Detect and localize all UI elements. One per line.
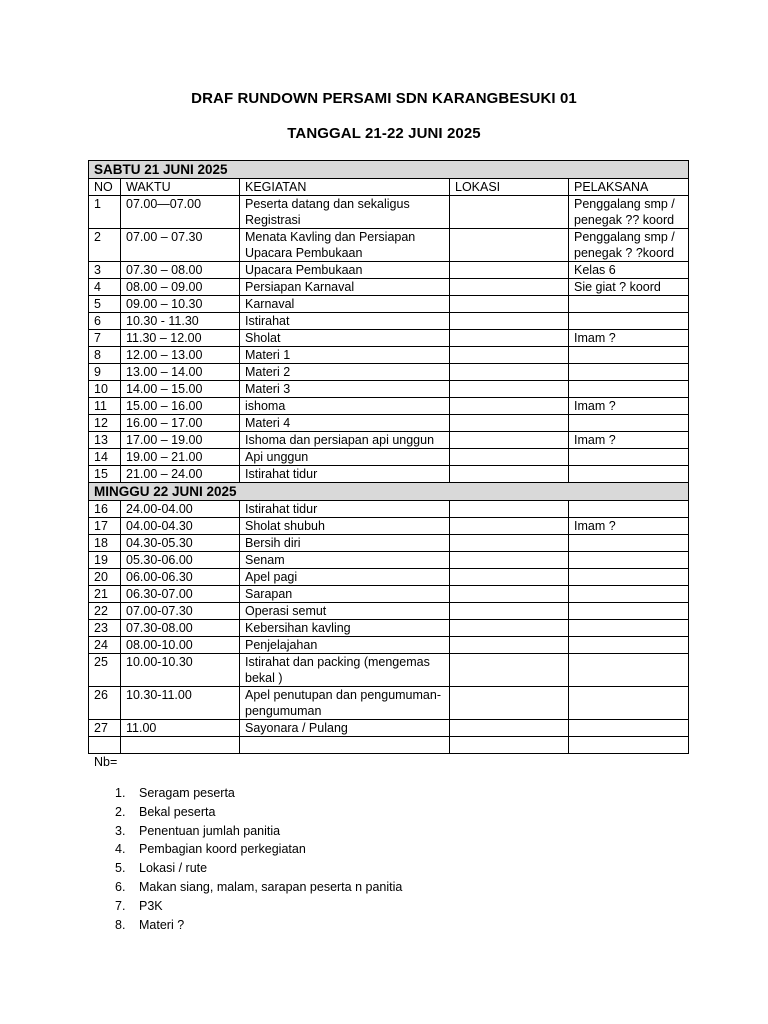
list-item-text: Makan siang, malam, sarapan peserta n panitia (139, 879, 403, 894)
table-row (89, 466, 689, 483)
header-waktu: WAKTU (121, 179, 240, 196)
cell-lokasi (450, 720, 569, 737)
list-item-text: Lokasi / rute (139, 861, 208, 876)
cell-kegiatan: Bersih diri (240, 535, 450, 552)
cell-no: 4 (89, 279, 121, 296)
cell-kegiatan: Peserta datang dan sekaligus Registrasi (240, 196, 450, 229)
cell-no: 14 (89, 449, 121, 466)
cell-lokasi (450, 381, 569, 398)
cell-waktu: 04.00-04.30 (121, 518, 240, 535)
list-item (110, 803, 402, 822)
cell-pelaksana (569, 720, 689, 737)
header-pelaksana: PELAKSANA (569, 179, 689, 196)
list-item-text: Seragam peserta (139, 786, 235, 800)
cell-lokasi (450, 415, 569, 432)
cell-lokasi (450, 364, 569, 381)
cell-pelaksana (569, 535, 689, 552)
cell-pelaksana: Imam ? (569, 518, 689, 535)
cell-waktu: 10.30-11.00 (121, 687, 240, 720)
cell-lokasi (450, 687, 569, 720)
cell-pelaksana: Imam ? (569, 398, 689, 415)
cell-kegiatan: Sholat shubuh (240, 518, 450, 535)
table-row (89, 229, 689, 262)
header-lokasi: LOKASI (450, 179, 569, 196)
cell-no: 15 (89, 466, 121, 483)
table-row (89, 330, 689, 347)
table-row (89, 313, 689, 330)
cell-lokasi (450, 466, 569, 483)
table-row (89, 518, 689, 535)
cell-no: 16 (89, 501, 121, 518)
cell-no: 7 (89, 330, 121, 347)
cell-pelaksana (569, 347, 689, 364)
cell-pelaksana (569, 296, 689, 313)
cell-lokasi (450, 552, 569, 569)
cell-waktu: 07.30 – 08.00 (121, 262, 240, 279)
header-kegiatan: KEGIATAN (240, 179, 450, 196)
cell-lokasi (450, 620, 569, 637)
cell-kegiatan: Upacara Pembukaan (240, 262, 450, 279)
list-item-text: Bekal peserta (139, 804, 216, 819)
cell-lokasi (450, 569, 569, 586)
cell-kegiatan: Sholat (240, 330, 450, 347)
cell-kegiatan: Penjelajahan (240, 637, 450, 654)
list-item-number: 8. (115, 917, 126, 932)
cell-kegiatan: Sayonara / Pulang (240, 720, 450, 737)
notes-list (110, 784, 402, 934)
cell-waktu: 12.00 – 13.00 (121, 347, 240, 364)
cell-waktu (121, 737, 240, 754)
cell-pelaksana (569, 586, 689, 603)
cell-waktu: 06.00-06.30 (121, 569, 240, 586)
cell-pelaksana (569, 737, 689, 754)
table-row (89, 398, 689, 415)
table-row (89, 501, 689, 518)
cell-lokasi (450, 637, 569, 654)
cell-kegiatan: Materi 4 (240, 415, 450, 432)
table-row (89, 552, 689, 569)
table-row (89, 687, 689, 720)
cell-waktu: 14.00 – 15.00 (121, 381, 240, 398)
cell-lokasi (450, 737, 569, 754)
cell-no: 18 (89, 535, 121, 552)
cell-kegiatan: Materi 1 (240, 347, 450, 364)
cell-kegiatan: Persiapan Karnaval (240, 279, 450, 296)
cell-waktu: 10.30 - 11.30 (121, 313, 240, 330)
cell-waktu: 05.30-06.00 (121, 552, 240, 569)
table-row (89, 569, 689, 586)
cell-no: 12 (89, 415, 121, 432)
cell-lokasi (450, 398, 569, 415)
cell-waktu: 07.30-08.00 (121, 620, 240, 637)
cell-no: 21 (89, 586, 121, 603)
cell-lokasi (450, 654, 569, 687)
cell-pelaksana (569, 466, 689, 483)
cell-kegiatan: Materi 3 (240, 381, 450, 398)
cell-lokasi (450, 296, 569, 313)
cell-kegiatan: Api unggun (240, 449, 450, 466)
cell-kegiatan: Istirahat tidur (240, 501, 450, 518)
list-item (110, 897, 402, 916)
cell-no: 27 (89, 720, 121, 737)
cell-lokasi (450, 603, 569, 620)
rundown-table (88, 160, 689, 754)
notes-label: Nb= (94, 755, 118, 769)
table-row (89, 279, 689, 296)
document-subtitle: TANGGAL 21-22 JUNI 2025 (287, 125, 481, 142)
section-title-saturday: SABTU 21 JUNI 2025 (89, 161, 689, 179)
cell-pelaksana: Imam ? (569, 432, 689, 449)
cell-waktu: 15.00 – 16.00 (121, 398, 240, 415)
cell-kegiatan: Menata Kavling dan Persiapan Upacara Pembukaan (240, 229, 450, 262)
section-row-saturday (89, 161, 689, 179)
cell-kegiatan (240, 737, 450, 754)
cell-lokasi (450, 229, 569, 262)
cell-waktu: 11.30 – 12.00 (121, 330, 240, 347)
cell-no: 13 (89, 432, 121, 449)
header-no: NO (89, 179, 121, 196)
cell-no: 9 (89, 364, 121, 381)
list-item (110, 859, 402, 878)
list-item-text: Materi ? (139, 917, 185, 932)
cell-no (89, 737, 121, 754)
table-row (89, 296, 689, 313)
cell-lokasi (450, 449, 569, 466)
table-row (89, 262, 689, 279)
cell-waktu: 06.30-07.00 (121, 586, 240, 603)
list-item-text: P3K (139, 898, 163, 913)
cell-kegiatan: Istirahat dan packing (mengemas bekal ) (240, 654, 450, 687)
cell-no: 6 (89, 313, 121, 330)
header-row (89, 179, 689, 196)
cell-lokasi (450, 313, 569, 330)
cell-pelaksana (569, 569, 689, 586)
table-row (89, 432, 689, 449)
cell-no: 1 (89, 196, 121, 229)
cell-pelaksana: Penggalang smp / penegak ? ?koord (569, 229, 689, 262)
cell-pelaksana (569, 687, 689, 720)
cell-lokasi (450, 586, 569, 603)
cell-pelaksana: Penggalang smp / penegak ?? koord (569, 196, 689, 229)
cell-no: 3 (89, 262, 121, 279)
cell-pelaksana (569, 313, 689, 330)
list-item-number: 2. (115, 804, 126, 819)
cell-lokasi (450, 535, 569, 552)
list-item (110, 840, 402, 859)
cell-waktu: 13.00 – 14.00 (121, 364, 240, 381)
table-row (89, 586, 689, 603)
list-item (110, 878, 402, 897)
cell-pelaksana (569, 637, 689, 654)
cell-kegiatan: Karnaval (240, 296, 450, 313)
cell-pelaksana (569, 603, 689, 620)
cell-kegiatan: Ishoma dan persiapan api unggun (240, 432, 450, 449)
cell-kegiatan: Istirahat (240, 313, 450, 330)
table-row (89, 347, 689, 364)
cell-pelaksana (569, 364, 689, 381)
table-row (89, 535, 689, 552)
cell-waktu: 09.00 – 10.30 (121, 296, 240, 313)
table-row (89, 654, 689, 687)
cell-waktu: 08.00 – 09.00 (121, 279, 240, 296)
cell-no: 2 (89, 229, 121, 262)
cell-pelaksana (569, 381, 689, 398)
cell-pelaksana (569, 449, 689, 466)
cell-kegiatan: Kebersihan kavling (240, 620, 450, 637)
cell-waktu: 11.00 (121, 720, 240, 737)
table-row (89, 637, 689, 654)
cell-pelaksana (569, 620, 689, 637)
table-row (89, 603, 689, 620)
cell-no: 11 (89, 398, 121, 415)
cell-waktu: 04.30-05.30 (121, 535, 240, 552)
cell-lokasi (450, 501, 569, 518)
cell-waktu: 07.00-07.30 (121, 603, 240, 620)
cell-lokasi (450, 279, 569, 296)
cell-no: 24 (89, 637, 121, 654)
cell-no: 19 (89, 552, 121, 569)
cell-lokasi (450, 262, 569, 279)
list-item (110, 822, 402, 841)
table-row (89, 415, 689, 432)
list-item-text: Pembagian koord perkegiatan (139, 842, 306, 857)
cell-waktu: 16.00 – 17.00 (121, 415, 240, 432)
cell-waktu: 19.00 – 21.00 (121, 449, 240, 466)
cell-kegiatan: Operasi semut (240, 603, 450, 620)
cell-waktu: 21.00 – 24.00 (121, 466, 240, 483)
cell-no: 22 (89, 603, 121, 620)
cell-no: 10 (89, 381, 121, 398)
document-title: DRAF RUNDOWN PERSAMI SDN KARANGBESUKI 01 (191, 90, 577, 107)
table-row (89, 620, 689, 637)
cell-lokasi (450, 330, 569, 347)
cell-pelaksana (569, 501, 689, 518)
table-row (89, 449, 689, 466)
cell-kegiatan: ishoma (240, 398, 450, 415)
table-row (89, 720, 689, 737)
cell-no: 26 (89, 687, 121, 720)
cell-pelaksana (569, 654, 689, 687)
cell-no: 20 (89, 569, 121, 586)
cell-no: 17 (89, 518, 121, 535)
cell-kegiatan: Materi 2 (240, 364, 450, 381)
cell-kegiatan: Apel penutupan dan pengumuman-pengumuman (240, 687, 450, 720)
list-item-text: Penentuan jumlah panitia (139, 823, 281, 838)
list-item-number: 6. (115, 879, 126, 894)
cell-kegiatan: Senam (240, 552, 450, 569)
cell-lokasi (450, 347, 569, 364)
cell-kegiatan: Istirahat tidur (240, 466, 450, 483)
list-item-number: 4. (115, 842, 126, 857)
table-row (89, 364, 689, 381)
cell-lokasi (450, 518, 569, 535)
cell-waktu: 07.00 – 07.30 (121, 229, 240, 262)
list-item (110, 916, 402, 935)
list-item (110, 784, 402, 803)
section-row-sunday (89, 483, 689, 501)
cell-lokasi (450, 196, 569, 229)
list-item-number: 1. (115, 786, 126, 800)
cell-pelaksana: Kelas 6 (569, 262, 689, 279)
list-item-number: 5. (115, 861, 126, 876)
cell-waktu: 07.00—07.00 (121, 196, 240, 229)
cell-lokasi (450, 432, 569, 449)
cell-pelaksana (569, 415, 689, 432)
cell-pelaksana (569, 552, 689, 569)
section-title-sunday: MINGGU 22 JUNI 2025 (89, 483, 689, 501)
table-row (89, 196, 689, 229)
cell-no: 23 (89, 620, 121, 637)
cell-kegiatan: Sarapan (240, 586, 450, 603)
list-item-number: 7. (115, 898, 126, 913)
table-row (89, 737, 689, 754)
cell-no: 5 (89, 296, 121, 313)
cell-pelaksana: Imam ? (569, 330, 689, 347)
cell-no: 25 (89, 654, 121, 687)
table-row (89, 381, 689, 398)
cell-waktu: 24.00-04.00 (121, 501, 240, 518)
cell-kegiatan: Apel pagi (240, 569, 450, 586)
cell-waktu: 17.00 – 19.00 (121, 432, 240, 449)
cell-pelaksana: Sie giat ? koord (569, 279, 689, 296)
list-item-number: 3. (115, 823, 126, 838)
cell-waktu: 10.00-10.30 (121, 654, 240, 687)
cell-waktu: 08.00-10.00 (121, 637, 240, 654)
cell-no: 8 (89, 347, 121, 364)
